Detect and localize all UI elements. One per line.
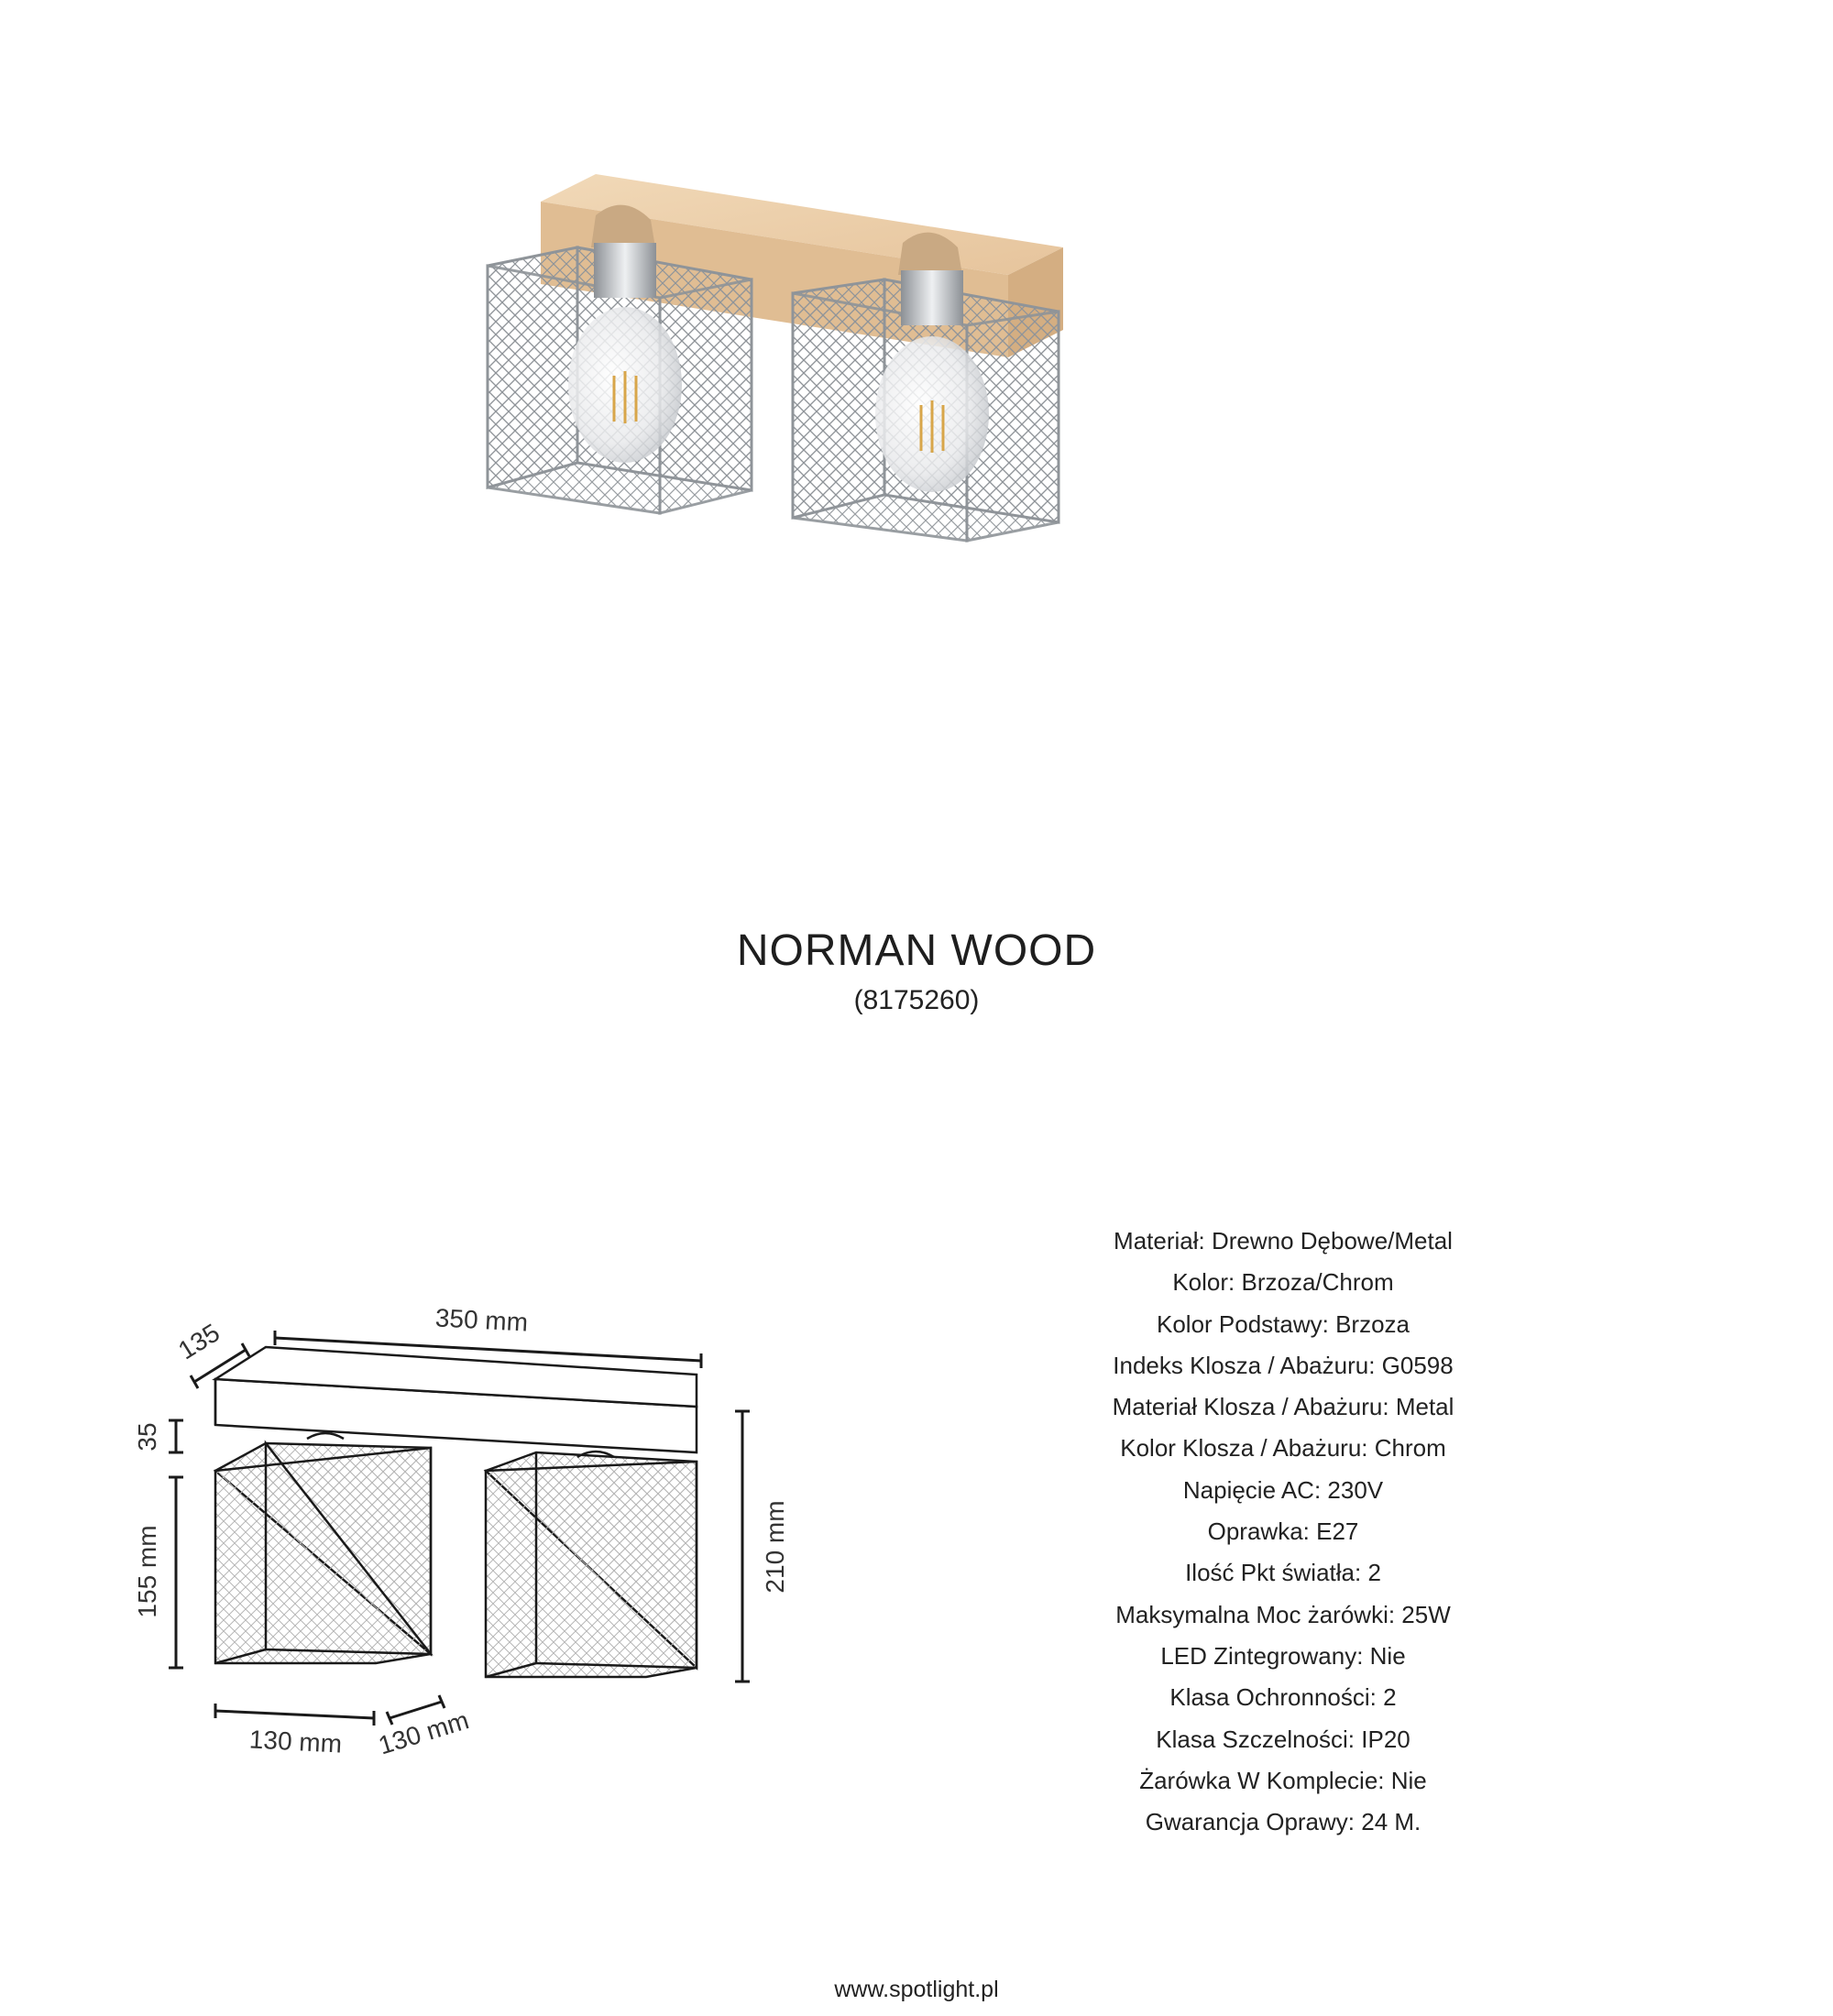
spec-item: Indeks Klosza / Abażuru: G0598: [1113, 1351, 1454, 1379]
spec-item: Materiał: Drewno Dębowe/Metal: [1114, 1227, 1453, 1255]
spec-item: Żarówka W Komplecie: Nie: [1139, 1766, 1427, 1794]
spec-item: Klasa Szczelności: IP20: [1156, 1725, 1410, 1753]
product-image: [477, 174, 1356, 761]
spec-list: [1008, 1221, 1558, 1843]
dim-width-label: 350 mm: [434, 1303, 529, 1337]
spec-item: Ilość Pkt światła: 2: [1185, 1559, 1381, 1587]
spec-item: Napięcie AC: 230V: [1182, 1475, 1384, 1504]
spec-item: Kolor: Brzoza/Chrom: [1172, 1268, 1394, 1297]
spec-item: Kolor Podstawy: Brzoza: [1156, 1309, 1410, 1338]
spec-item: LED Zintegrowany: Nie: [1160, 1641, 1406, 1670]
spec-item: Gwarancja Oprawy: 24 M.: [1145, 1808, 1421, 1836]
dim-total-height-label: 210 mm: [761, 1500, 789, 1594]
dim-shade-depth-label: 130 mm: [375, 1705, 473, 1760]
dim-base-height-label: 35: [133, 1422, 161, 1452]
dim-shade-height-label: 155 mm: [133, 1525, 161, 1618]
dim-shade-width-label: 130 mm: [248, 1725, 343, 1759]
dim-depth-label: 135: [172, 1318, 225, 1365]
website-url: www.spotlight.pl: [834, 1977, 999, 2002]
spec-item: Materiał Klosza / Abażuru: Metal: [1112, 1393, 1454, 1421]
spec-item: Kolor Klosza / Abażuru: Chrom: [1120, 1434, 1446, 1463]
spec-item: Oprawka: E27: [1207, 1517, 1359, 1546]
product-name: NORMAN WOOD: [736, 926, 1097, 975]
dimension-drawing: [119, 1274, 816, 1769]
spec-item: Maksymalna Moc żarówki: 25W: [1115, 1600, 1451, 1628]
product-code: (8175260): [853, 985, 980, 1015]
spec-item: Klasa Ochronności: 2: [1169, 1683, 1397, 1712]
